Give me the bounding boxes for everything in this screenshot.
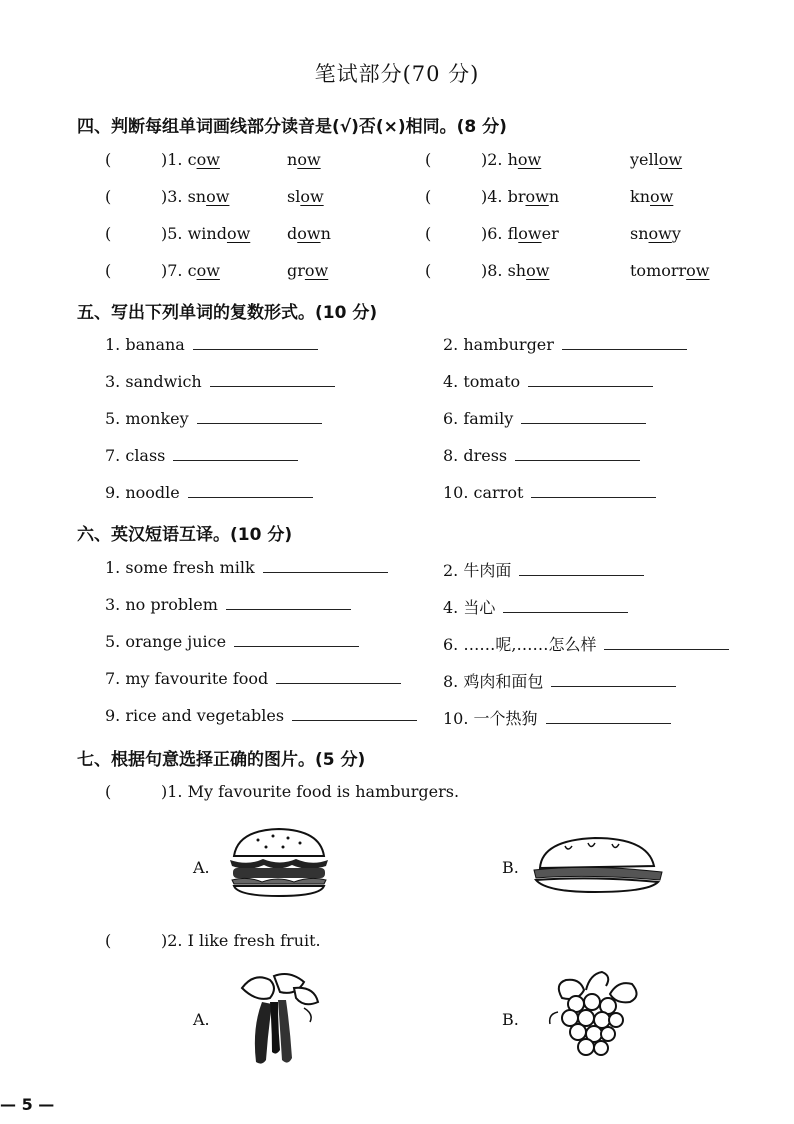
word-2: down	[287, 224, 331, 243]
item-number: )4.	[481, 187, 508, 206]
prompt-text: 5. orange juice	[105, 632, 227, 651]
answer-blank[interactable]	[519, 561, 644, 576]
sound-item	[105, 150, 220, 169]
word-1: flower	[507, 224, 559, 243]
fill-item	[443, 558, 644, 581]
answer-blank[interactable]	[551, 672, 676, 687]
word-2: yellow	[630, 150, 683, 169]
fill-item	[105, 558, 388, 577]
sound-item	[425, 224, 559, 243]
fill-item	[443, 483, 656, 502]
word-1: brown	[507, 187, 560, 206]
answer-blank[interactable]	[292, 706, 417, 721]
question-1-text: )1. My favourite food is hamburgers.	[161, 782, 460, 801]
cucumber-icon[interactable]	[234, 968, 326, 1068]
answer-paren[interactable]: (	[105, 187, 112, 206]
sound-item	[105, 224, 250, 243]
word-1: window	[187, 224, 251, 243]
item-number: )6.	[481, 224, 508, 243]
answer-blank[interactable]	[210, 372, 335, 387]
prompt-text: 1. banana	[105, 335, 185, 354]
sound-item	[105, 187, 229, 206]
answer-blank[interactable]	[234, 632, 359, 647]
prompt-text: 7. class	[105, 446, 166, 465]
answer-blank[interactable]	[521, 409, 646, 424]
word-2: now	[287, 150, 321, 169]
prompt-text: 6. ……呢,……怎么样	[443, 635, 597, 654]
prompt-text: 2. 牛肉面	[443, 561, 512, 580]
answer-blank[interactable]	[531, 483, 656, 498]
answer-blank[interactable]	[188, 483, 313, 498]
question-2	[105, 931, 321, 950]
fill-item	[105, 595, 351, 614]
prompt-text: 4. tomato	[443, 372, 521, 391]
answer-blank[interactable]	[173, 446, 298, 461]
word-1: snow	[187, 187, 230, 206]
section-4-heading: 四、判断每组单词画线部分读音是(√)否(×)相同。(8 分)	[77, 117, 507, 137]
answer-blank[interactable]	[604, 635, 729, 650]
item-number: )1.	[161, 150, 188, 169]
answer-paren[interactable]: (	[105, 931, 112, 950]
page-number: — 5 —	[0, 1095, 55, 1114]
fill-item	[443, 335, 687, 354]
prompt-text: 9. rice and vegetables	[105, 706, 285, 725]
prompt-text: 7. my favourite food	[105, 669, 269, 688]
fill-item	[443, 372, 653, 391]
answer-blank[interactable]	[263, 558, 388, 573]
fill-item	[105, 669, 401, 688]
sound-item	[425, 187, 559, 206]
q1-option-a-label: A.	[193, 858, 210, 877]
q2-option-a-label: A.	[193, 1010, 210, 1029]
fill-item	[105, 706, 417, 725]
answer-blank[interactable]	[562, 335, 687, 350]
item-number: )2.	[481, 150, 508, 169]
answer-blank[interactable]	[503, 598, 628, 613]
fill-item	[443, 632, 729, 655]
page-title: 笔试部分(70 分)	[314, 62, 480, 86]
section-5-heading: 五、写出下列单词的复数形式。(10 分)	[77, 303, 378, 323]
section-7-heading: 七、根据句意选择正确的图片。(5 分)	[77, 750, 366, 770]
fill-item	[443, 595, 628, 618]
prompt-text: 5. monkey	[105, 409, 189, 428]
fill-item	[443, 669, 676, 692]
grapes-icon[interactable]	[546, 968, 646, 1064]
q2-option-b-label: B.	[502, 1010, 519, 1029]
prompt-text: 8. dress	[443, 446, 508, 465]
word-2: tomorrow	[630, 261, 710, 280]
answer-blank[interactable]	[197, 409, 322, 424]
word-1: cow	[187, 261, 220, 280]
word-1: show	[507, 261, 550, 280]
word-2: slow	[287, 187, 324, 206]
sound-item	[425, 150, 541, 169]
answer-paren[interactable]: (	[425, 224, 432, 243]
answer-paren[interactable]: (	[425, 187, 432, 206]
word-2: grow	[287, 261, 329, 280]
fill-item	[443, 409, 646, 428]
answer-blank[interactable]	[528, 372, 653, 387]
answer-paren[interactable]: (	[105, 150, 112, 169]
hamburger-icon[interactable]	[228, 826, 330, 898]
fill-item	[105, 372, 335, 391]
fill-item	[105, 409, 322, 428]
word-1: cow	[187, 150, 220, 169]
prompt-text: 1. some fresh milk	[105, 558, 255, 577]
item-number: )8.	[481, 261, 508, 280]
item-number: )5.	[161, 224, 188, 243]
item-number: )3.	[161, 187, 188, 206]
answer-paren[interactable]: (	[425, 261, 432, 280]
fill-item	[105, 632, 359, 651]
answer-blank[interactable]	[226, 595, 351, 610]
fill-item	[105, 335, 318, 354]
answer-paren[interactable]: (	[105, 261, 112, 280]
prompt-text: 4. 当心	[443, 598, 496, 617]
prompt-text: 8. 鸡肉和面包	[443, 672, 544, 691]
answer-blank[interactable]	[276, 669, 401, 684]
fill-item	[443, 446, 640, 465]
prompt-text: 2. hamburger	[443, 335, 554, 354]
item-number: )7.	[161, 261, 188, 280]
fill-item	[105, 446, 298, 465]
word-2: know	[630, 187, 674, 206]
question-2-text: )2. I like fresh fruit.	[161, 931, 321, 950]
q1-option-b-label: B.	[502, 858, 519, 877]
prompt-text: 10. carrot	[443, 483, 524, 502]
prompt-text: 10. 一个热狗	[443, 709, 538, 728]
fill-item	[443, 706, 671, 729]
answer-blank[interactable]	[546, 709, 671, 724]
prompt-text: 6. family	[443, 409, 514, 428]
answer-paren[interactable]: (	[105, 782, 112, 801]
answer-paren[interactable]: (	[425, 150, 432, 169]
word-2: snowy	[630, 224, 681, 243]
sound-item	[105, 261, 220, 280]
answer-paren[interactable]: (	[105, 224, 112, 243]
fill-item	[105, 483, 313, 502]
answer-blank[interactable]	[193, 335, 318, 350]
hotdog-sandwich-icon[interactable]	[530, 832, 665, 896]
word-1: how	[507, 150, 542, 169]
section-6-heading: 六、英汉短语互译。(10 分)	[77, 525, 293, 545]
answer-blank[interactable]	[515, 446, 640, 461]
prompt-text: 3. no problem	[105, 595, 218, 614]
sound-item	[425, 261, 549, 280]
prompt-text: 9. noodle	[105, 483, 180, 502]
prompt-text: 3. sandwich	[105, 372, 202, 391]
question-1	[105, 782, 459, 801]
